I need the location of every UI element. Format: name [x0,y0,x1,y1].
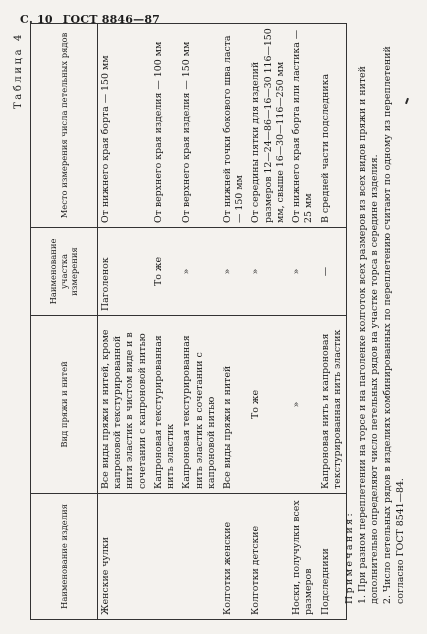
cell-area: » [289,228,317,316]
cell-yarn: То же [248,316,289,494]
spec-table [30,23,347,620]
cell-yarn: Все виды пряжи и нитей, кроме капроновой текстурированной нити эластик в чистом виде и в сочетании с капроновой нитью [98,316,151,494]
cell-area: То же [151,228,179,316]
cell-yarn: » [289,316,317,494]
note-item: 1. При разном переплетении на торсе и на паголенке колготок всех размеров из всех видов пряжи и нитей дополнительно определяют число петельных рядов на участке торса в середине изделия. [356,66,381,604]
table-row [289,24,317,620]
page-number: С. 10 [20,13,53,26]
cell-place: От середины пятки для изделий размеров 12—24—86—16—30 116—150 мм, свыше 16—30—116—250 мм [248,24,289,228]
cell-place: От нижнего края борта — 150 мм [98,24,151,228]
cell-place: От нижнего края борта или ластика — 25 мм [289,24,317,228]
cell-product [151,494,179,620]
rotated-content [8,18,418,628]
table-header-row [31,24,98,620]
table-row [248,24,289,620]
table-row [151,24,179,620]
table-row [220,24,248,620]
column-header-yarn: Вид пряжи и нитей [31,316,98,494]
cell-product: Женские чулки [98,494,151,620]
cell-place: В средней части подследника [318,24,347,228]
cell-area: » [220,228,248,316]
cell-area: — [318,228,347,316]
cell-product: Носки, получулки всех размеров [289,494,317,620]
cell-product: Колготки детские [248,494,289,620]
table-row [98,24,151,620]
column-header-place: Место измерения числа петельных рядов [31,24,98,228]
cell-product: Колготки женские [220,494,248,620]
cell-place: От верхнего края изделия — 150 мм [179,24,220,228]
table-title: Таблица 4 [13,32,24,110]
note-item: 2. Число петельных рядов в изделиях комбинированных по переплетению считают по одному из переплетений согласно ГОСТ 8541—84. [382,46,406,604]
cell-yarn: Все виды пряжи и нитей [220,316,248,494]
cell-place: От нижней точки бокового шва ласта — 150 мм [220,24,248,228]
cell-area: Паголенок [98,228,151,316]
table-row [179,24,220,620]
cell-yarn: Капроновая текстурированная нить эластик [151,316,179,494]
cell-yarn: Капроновая нить и капроновая текстурированная нить эластик [318,316,347,494]
cell-place: От верхнего края изделия — 100 мм [151,24,179,228]
cell-product: Подследники [318,494,347,620]
column-header-product: Наименование изделия [31,494,98,620]
cell-area: » [248,228,289,316]
column-header-area: Наименование участка измерения [31,228,98,316]
standard-code: ГОСТ 8846—87 [62,13,161,26]
table-row [318,24,347,620]
cell-area: » [179,228,220,316]
notes [344,26,407,614]
cell-yarn: Капроновая текстурированная нить эластик в сочетании с капроновой нитью [179,316,220,494]
notes-title: Примечания: [344,510,355,604]
cell-product [179,494,220,620]
